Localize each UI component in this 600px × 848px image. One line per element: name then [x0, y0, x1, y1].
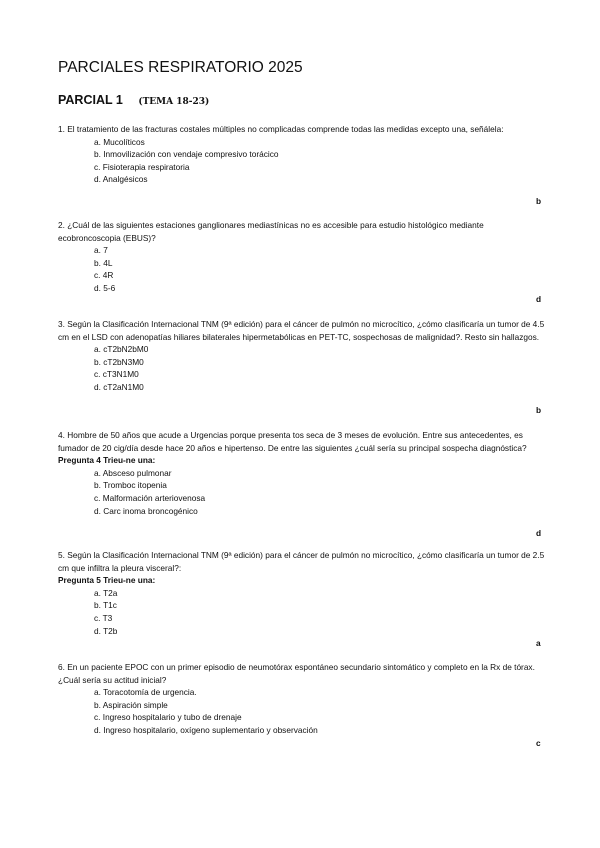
document-title: PARCIALES RESPIRATORIO 2025	[58, 59, 303, 76]
option-a: a. cT2bN2bM0	[94, 344, 149, 355]
question-stem: 5. Según la Clasificación Internacional TNM (9ª edición) para el cáncer de pulmón no microcítico, ¿cómo clasificaría un tumor de 2.5 cm que infiltra la pleura visceral?:	[58, 550, 545, 573]
question-stem: 4. Hombre de 50 años que acude a Urgencias porque presenta tos seca de 3 meses de evolución. Entre sus antecedentes, es fumador de 20 cig/día desde hace 20 años e hipertenso. De entre las siguientes ¿cuál sería su principal sospecha diagnóstica?	[58, 430, 527, 453]
question-stem: 3. Según la Clasificación Internacional TNM (9ª edición) para el cáncer de pulmón no microcítico, ¿cómo clasificaría un tumor de 4.5 cm en el LSD con adenopatías hiliares bilaterales hipermetabólicas en PET-TC, sospechosas de malignidad?. Resto sin hallazgos.	[58, 319, 545, 342]
question-3	[58, 318, 548, 394]
option-b: b. 4L	[94, 257, 113, 268]
option-c: c. Fisioterapia respiratoria	[94, 161, 190, 172]
answer-5: a	[536, 638, 541, 648]
partial-heading	[58, 93, 209, 107]
question-prompt: Pregunta 5 Trieu-ne una:	[58, 575, 156, 586]
question-prompt: Pregunta 4 Trieu-ne una:	[58, 455, 156, 466]
option-list	[58, 467, 548, 517]
option-c: c. Ingreso hospitalario y tubo de drenaje	[94, 712, 242, 723]
answer-3: b	[536, 405, 542, 415]
question-2	[58, 219, 548, 295]
answer-6: c	[536, 738, 541, 748]
option-b: b. Tromboc itopenia	[94, 480, 167, 491]
option-list	[58, 136, 548, 186]
question-stem: 6. En un paciente EPOC con un primer episodio de neumotórax espontáneo secundario sintomático y completo en la Rx de tórax. ¿Cuál sería su actitud inicial?	[58, 662, 535, 685]
option-a: a. T2a	[94, 587, 118, 598]
answer-4: d	[536, 528, 542, 538]
answer-1: b	[536, 196, 542, 206]
option-d: d. 5-6	[94, 282, 116, 293]
question-5	[58, 549, 548, 637]
partial-label: PARCIAL 1	[58, 93, 123, 107]
question-1	[58, 123, 548, 186]
option-list	[58, 686, 548, 736]
option-d: d. cT2aN1M0	[94, 381, 144, 392]
option-b: b. Aspiración simple	[94, 699, 168, 710]
option-a: a. Toracotomía de urgencia.	[94, 687, 197, 698]
option-c: c. 4R	[94, 270, 114, 281]
option-a: a. Absceso pulmonar	[94, 467, 172, 478]
option-c: c. cT3N1M0	[94, 369, 139, 380]
option-d: d. Carc inoma broncogénico	[94, 505, 198, 516]
option-d: d. T2b	[94, 625, 118, 636]
option-c: c. Malformación arteriovenosa	[94, 492, 206, 503]
option-list	[58, 244, 548, 294]
partial-topic: (TEMA 18-23)	[138, 97, 210, 107]
option-d: d. Analgésicos	[94, 174, 148, 185]
option-b: b. T1c	[94, 600, 117, 611]
answer-2: d	[536, 294, 542, 304]
option-a: a. 7	[94, 245, 108, 256]
option-list	[58, 343, 548, 393]
option-b: b. Inmovilización con vendaje compresivo torácico	[94, 149, 279, 160]
option-d: d. Ingreso hospitalario, oxígeno suplementario y observación	[94, 724, 318, 735]
question-stem: 1. El tratamiento de las fracturas costales múltiples no complicadas comprende todas las medidas excepto una, señálela:	[58, 124, 504, 134]
question-6	[58, 661, 548, 737]
option-b: b. cT2bN3M0	[94, 356, 144, 367]
question-stem: 2. ¿Cuál de las siguientes estaciones ganglionares mediastínicas no es accesible para estudio histológico mediante ecobroncoscopia (EBUS)?	[58, 220, 484, 243]
option-c: c. T3	[94, 612, 113, 623]
option-list	[58, 587, 548, 637]
question-4	[58, 429, 548, 517]
option-a: a. Mucolíticos	[94, 136, 145, 147]
